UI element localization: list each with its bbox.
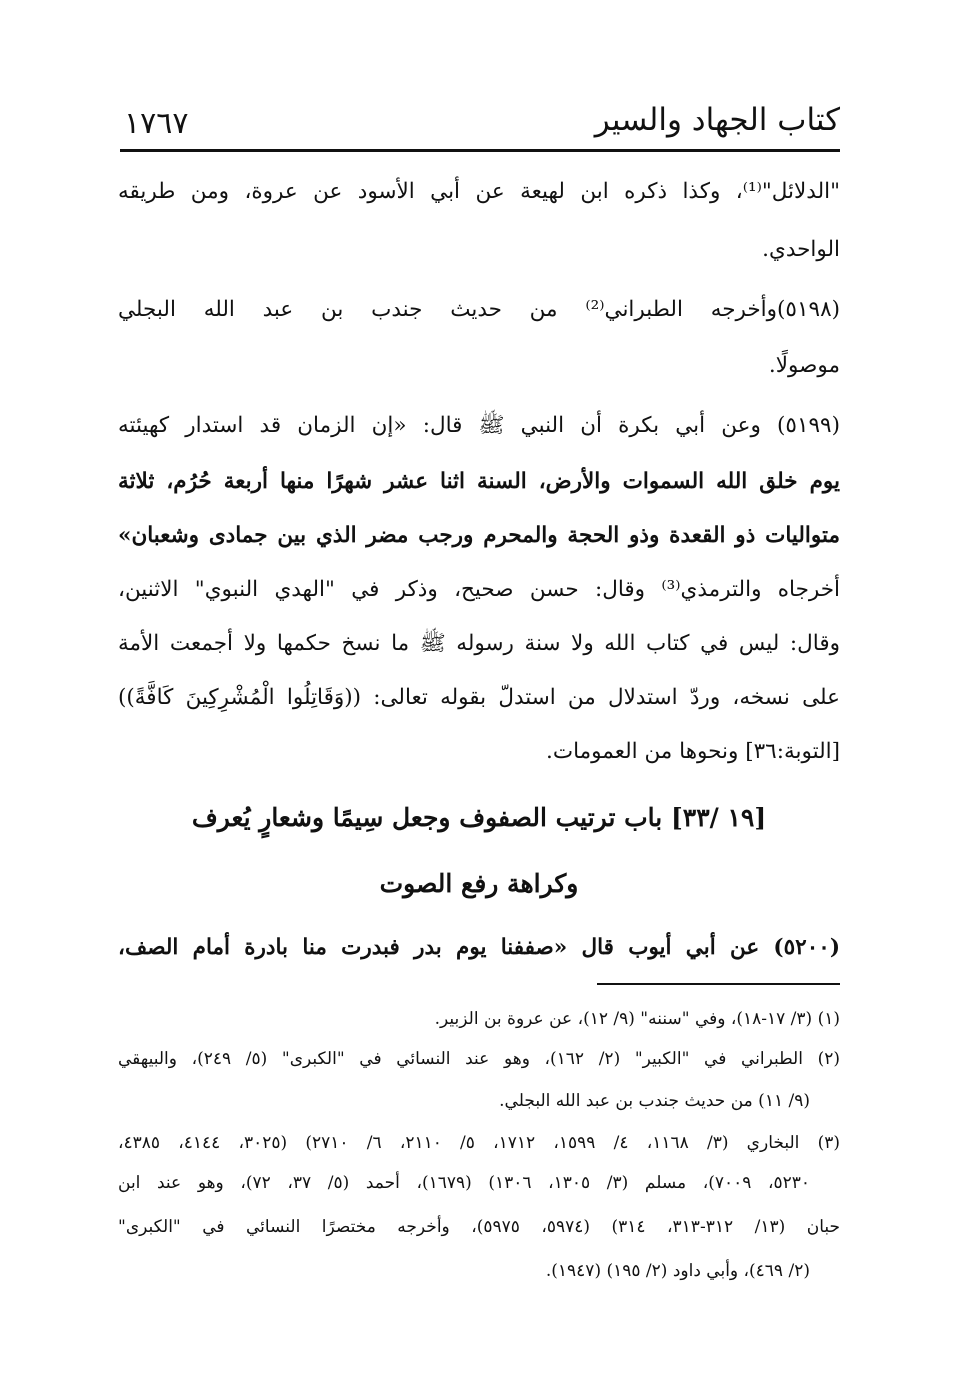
footnote-separator — [597, 983, 840, 985]
footnote-line: (١) (٣/ ١٧-١٨)، وفي "سننه" (٩/ ١٢)، عن عروة بن الزبير. — [434, 1009, 840, 1029]
body-line: (٥١٩٨)وأخرجه الطبراني⁽²⁾ من حديث جندب بن عبد الله البجلي — [118, 297, 841, 322]
chapter-heading: [١٩ /٣٣] باب ترتيب الصفوف وجعل سِيمًا وشعارٍ يُعرف — [191, 803, 767, 832]
footnote-line: حبان (١٣/ ٣١٢-٣١٣، ٣١٤) (٥٩٧٤، ٥٩٧٥)، وأخرجه مختصرًا النسائي في "الكبرى" — [118, 1217, 841, 1237]
body-line: على نسخه، وردّ استدلال من استدلّ بقوله تعالى: ((وَقَاتِلُوا الْمُشْرِكِينَ كَافَّةً)) — [118, 685, 840, 710]
page-number: ١٧٦٧ — [124, 106, 189, 141]
body-line: أخرجاه والترمذي⁽³⁾ وقال: حسن صحيح، وذكر في "الهدي النبوي" الاثنين، — [118, 577, 840, 602]
header-rule — [120, 149, 840, 152]
body-line: الواحدي. — [762, 237, 840, 262]
body-line: (٥٢٠٠) عن أبي أيوب قال «صففنا يوم بدر فبدرت منا بادرة أمام الصف، — [118, 935, 840, 960]
footnote-line: (٢/ ٤٦٩)، وأبي داود (٢/ ١٩٥) (١٩٤٧). — [545, 1261, 810, 1281]
footnote-line: (٣) البخاري (٣/ ١١٦٨، ٤/ ١٥٩٩، ١٧١٢، ٥/ ٢١١٠، ٦/ ٢٧١٠) (٣٠٢٥، ٤١٤٤، ٤٣٨٥، — [118, 1133, 841, 1153]
body-line: موصولًا. — [768, 353, 840, 378]
chapter-heading-continued: وكراهة رفع الصوت — [379, 869, 579, 898]
body-line: [التوبة:٣٦] ونحوها من العمومات. — [546, 739, 840, 764]
body-line: وقال: ليس في كتاب الله ولا سنة رسوله ﷺ ما نسخ حكمها ولا أجمعت الأمة — [118, 631, 840, 656]
footnote-line: (٢) الطبراني في "الكبير" (٢/ ١٦٢)، وهو عند النسائي في "الكبرى" (٥/ ٢٤٩)، والبيهقي — [118, 1049, 840, 1069]
page-header — [120, 100, 840, 150]
footnote-line: (٩/ ١١) من حديث جندب بن عبد الله البجلي. — [499, 1091, 810, 1111]
footnote-line: ٥٢٣٠، ٧٠٠٩)، مسلم (٣/ ١٣٠٥، ١٣٠٦) (١٦٧٩)، أحمد (٥/ ٣٧، ٧٢)، وهو عند ابن — [118, 1173, 811, 1193]
running-title: كتاب الجهاد والسير — [594, 102, 840, 138]
body-line: "الدلائل"⁽¹⁾، وكذا ذكره ابن لهيعة عن أبي الأسود عن عروة، ومن طريقه — [118, 179, 840, 204]
body-line: متواليات ذو القعدة وذو الحجة والمحرم ورجب مضر الذي بين جمادى وشعبان» — [118, 523, 840, 548]
body-line: يوم خلق الله السموات والأرض، السنة اثنا عشر شهرًا منها أربعة حُرُم، ثلاثة — [118, 469, 840, 494]
body-line: (٥١٩٩) وعن أبي بكرة أن النبي ﷺ قال: «إن الزمان قد استدار كهيئته — [118, 413, 840, 438]
